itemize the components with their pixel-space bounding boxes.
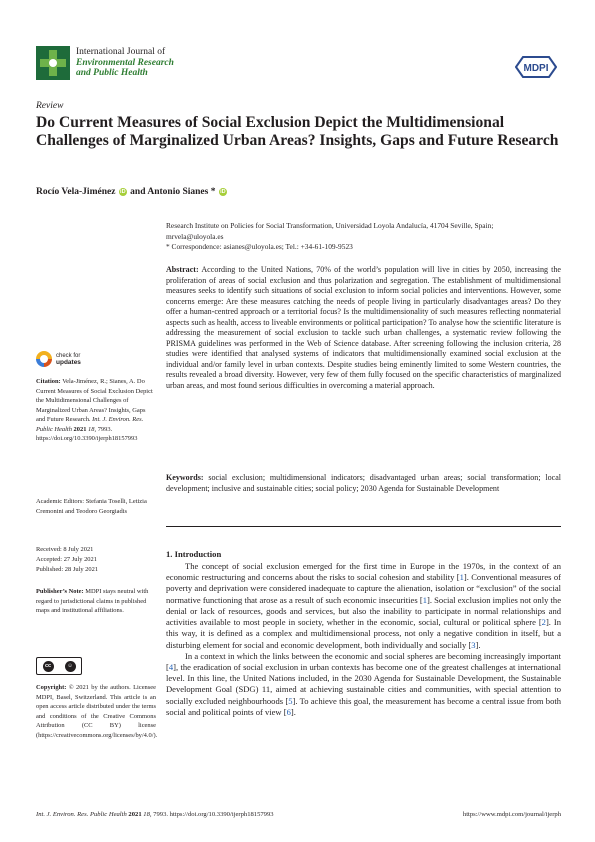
academic-editors: Academic Editors: Stefania Toselli, Letizia Cremonini and Teodoro Georgiadis: [36, 498, 147, 515]
orcid-icon[interactable]: iD: [120, 189, 126, 195]
citation-text: Vela-Jiménez, R.; Sianes, A. Do Current Measures of Social Exclusion Depict the Multidimensional Challenges of Marginalized Urban Areas? Insights, Gaps and Future Research.: [36, 378, 153, 424]
cc-icon: cc: [43, 661, 54, 672]
citation-link[interactable]: 6: [286, 706, 291, 717]
footer-journal: Int. J. Environ. Res. Public Health: [36, 811, 127, 818]
paragraph: [166, 561, 561, 651]
citation-link[interactable]: 3: [471, 639, 476, 650]
author-email[interactable]: mrvela@uloyola.es: [166, 231, 224, 241]
accepted-date: Accepted: 27 July 2021: [36, 556, 97, 564]
citation-journal: Int. J. Environ. Res. Public Health: [36, 416, 144, 433]
article-title: Do Current Measures of Social Exclusion Depict the Multidimensional Challenges of Marginalized Urban Areas? Insights, Gaps and Future Research: [36, 114, 559, 149]
publisher-note-text: MDPI stays neutral with regard to jurisdictional claims in published maps and institutional affiliations.: [36, 588, 149, 615]
text-run: In a context in which the links between the economic and social spheres are becoming increasingly important [: [166, 650, 561, 672]
keywords: [166, 473, 561, 494]
journal-name-line2: Environmental Research: [76, 57, 174, 68]
author-1[interactable]: Rocío Vela-Jiménez: [36, 187, 116, 197]
author-2[interactable]: Antonio Sianes *: [147, 187, 216, 197]
citation-label: Citation:: [36, 378, 61, 385]
check-updates-icon: [36, 351, 52, 367]
footer-doi[interactable]: 7993. https://doi.org/10.3390/ijerph18157993: [153, 811, 274, 818]
cc-by-license-icon[interactable]: [36, 657, 82, 675]
journal-name-line3: and Public Health: [76, 68, 148, 78]
publisher-note-label: Publisher’s Note:: [36, 588, 84, 595]
copyright-block: [36, 683, 156, 740]
text-run: ].: [290, 706, 296, 717]
journal-logo: [36, 46, 70, 80]
check-updates-line1: check for: [56, 353, 81, 359]
copyright-text: © 2021 by the authors. Licensee MDPI, Basel, Switzerland. This article is an open access article distributed under the terms and conditions of the Creative Commons Attribution (CC BY) license (https://creativecommons.org/licenses/by/4.0/).: [36, 684, 158, 739]
affiliation-block: [166, 221, 561, 253]
section-divider: [166, 526, 561, 527]
mdpi-logo: [515, 56, 557, 78]
citation-link[interactable]: 2: [541, 617, 546, 628]
footer-year: 2021: [128, 811, 142, 818]
citation-volume: 18,: [88, 425, 97, 433]
paragraph: [166, 651, 561, 718]
text-run: ], the eradication of social exclusion in urban contexts has become one of the greatest challenges at international level. In this line, the United Nations included, in the 2030 Agenda for Sustainable Development, the Sustainable Development Goal (SDG) 11, aimed at achieving sustainable cities and communities, with special attention to socially excluded neighbourhoods [: [166, 661, 561, 706]
section-heading: 1. Introduction: [166, 549, 222, 559]
text-run: ].: [475, 639, 481, 650]
author-connector: and: [130, 187, 146, 197]
copyright-label: Copyright:: [36, 684, 67, 691]
received-date: Received: 8 July 2021: [36, 546, 94, 553]
text-run: The concept of social exclusion emerged for the first time in Europe in the 1970s, in the context of an economic restructuring and concerns about the risks to social cohesion and stability [: [166, 561, 561, 583]
page-footer: [36, 811, 561, 818]
journal-name-line1: International Journal of: [76, 47, 166, 57]
keywords-label: Keywords:: [166, 473, 204, 482]
citation-link[interactable]: 5: [288, 695, 293, 706]
author-list: [36, 187, 228, 197]
text-run: ]. Social exclusion implies not only the denial or lack of resources, goods and services, but also the inability to participate in normal relationships and activities available to most people in society, whether in the economic, social, cultural or political sphere [: [166, 594, 561, 628]
mdpi-logo-text: MDPI: [523, 63, 549, 74]
orcid-icon[interactable]: iD: [220, 189, 226, 195]
introduction-body: [166, 561, 561, 718]
by-icon: ☺: [65, 661, 76, 672]
citation-block: [36, 377, 156, 444]
citation-year: 2021: [73, 425, 87, 433]
citation-doi[interactable]: 7993. https://doi.org/10.3390/ijerph18157993: [36, 425, 138, 443]
abstract-text: According to the United Nations, 70% of the world’s population will live in cities by 2050, increasing the proliferation of areas of social exclusion and thus polarization and segregation. The establishment of multidimensional measures seeks to identify such situations of social exclusion to inform social policies and interventions. However, some concerns emerge: Are these measures catching the needs of people living in particularly disadvantages areas? Do they offer a human-centred approach or a territorial focus? Is the multidimensionality of such measures reflecting nonmaterial aspects such as health, access to liveable environments or political participation? To analyse how the scientific literature is addressing the measurement of social exclusion to tackle such urban challenges, a systematic review following the PRISMA guidelines was performed in the Web of Science database. After screening following the inclusion criteria, 28 studies were identified that analysed systems of indicators that multidimensionally examined social exclusion at the individual and/or family level in urban contexts. Despite studies being eminently limited to some Western countries, the results revealed a broad diversity. However, very few of them fully focused on the specific characteristics of marginalized urban areas, and most found serious difficulties in overcoming a material approach.: [166, 265, 561, 390]
published-date: Published: 28 July 2021: [36, 566, 99, 574]
keywords-text: social exclusion; multidimensional indicators; disadvantaged urban areas; social transformation; local development; inclusive and sustainable cities; social policy; 2030 Agenda for Sustainable Development: [166, 473, 562, 493]
article-type: Review: [36, 101, 64, 111]
citation-link[interactable]: 4: [168, 661, 174, 672]
check-updates-line2: updates: [56, 358, 81, 366]
citation-link[interactable]: 1: [459, 572, 464, 583]
check-for-updates-button[interactable]: [36, 351, 116, 371]
abstract-label: Abstract:: [166, 265, 199, 274]
journal-name: [76, 47, 174, 79]
publisher-note: [36, 587, 156, 616]
text-run: ]. To achieve this goal, the measurement has become a central issue from both social and political points of view [: [166, 695, 562, 717]
abstract: [166, 265, 561, 391]
text-run: ]. In this way, it is defined as a complex and multidimensional process, not only a negative condition in itself, but a disturbing element for social and economic development, both individually and socially [: [166, 617, 561, 650]
dates-block: [36, 545, 156, 576]
footer-volume: 18,: [143, 811, 152, 818]
footer-citation: [36, 811, 274, 818]
correspondence: * Correspondence: asianes@uloyola.es; Tel.: +34-61-109-9523: [166, 242, 353, 251]
text-run: ]. Conventional measures of poverty and deprivation were considered inadequate to capture the alienation, isolation or “exclusion” of the social normative functioning that arose as a result of such economic insecurities [: [166, 572, 561, 605]
citation-link[interactable]: 1: [422, 594, 427, 605]
affiliation-text: Research Institute on Policies for Social Transformation, Universidad Loyola Andalucía, 41704 Seville, Spain;: [166, 221, 494, 230]
footer-journal-url[interactable]: https://www.mdpi.com/journal/ijerph: [462, 811, 561, 818]
